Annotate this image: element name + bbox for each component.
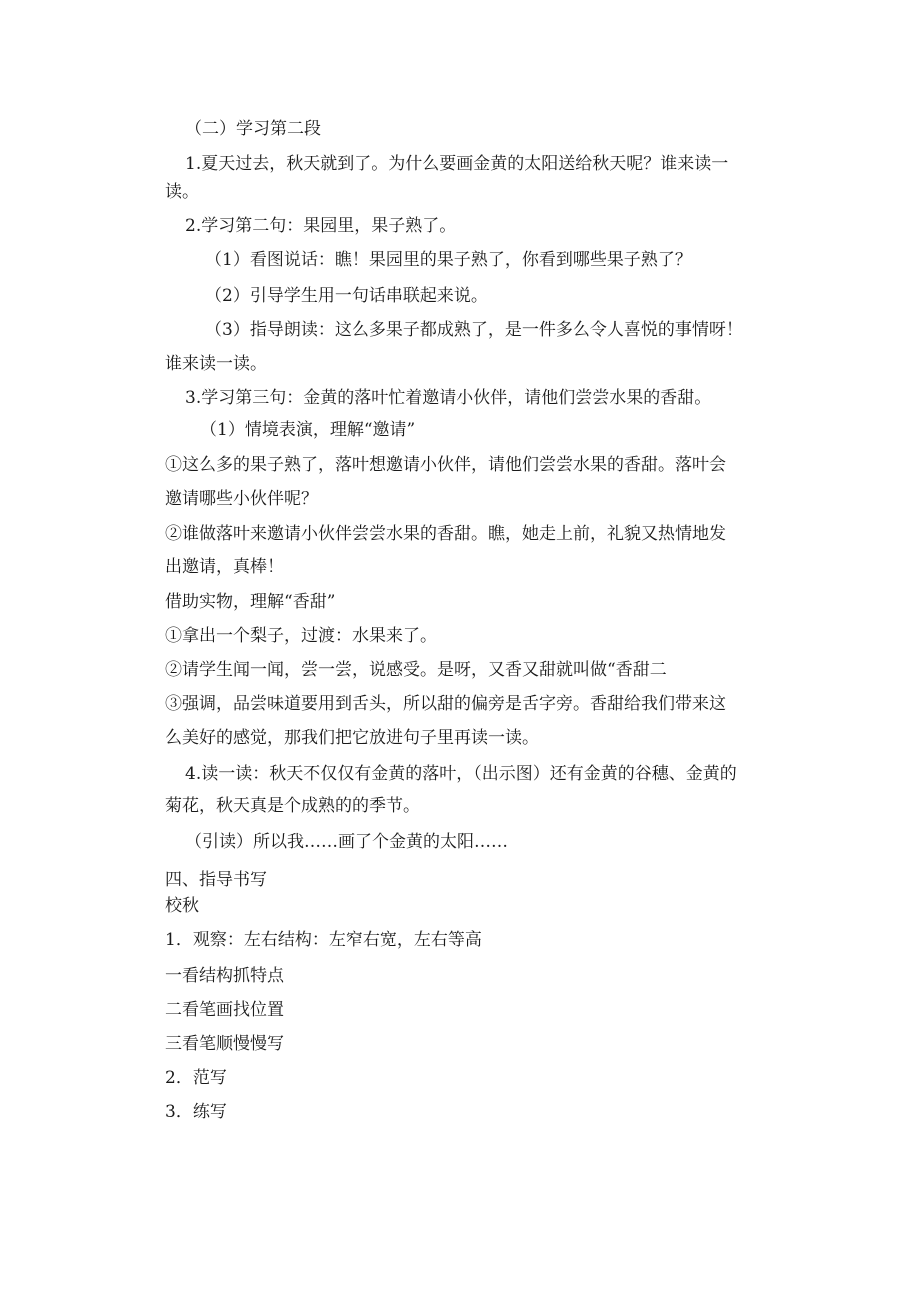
section-heading: 四、指导书写 — [165, 870, 267, 890]
paragraph-line: ①拿出一个梨子，过渡：水果来了。 — [165, 626, 437, 646]
paragraph-line: 校秋 — [165, 896, 199, 916]
paragraph-line: 读。 — [165, 182, 199, 202]
paragraph-line: （1）看图说话：瞧！果园里的果子熟了，你看到哪些果子熟了？ — [205, 250, 692, 270]
paragraph-line: 2.学习第二句：果园里，果子熟了。 — [185, 216, 457, 236]
paragraph-line: 么美好的感觉，那我们把它放进句子里再读一读。 — [165, 728, 539, 748]
paragraph-line: 1.夏天过去，秋天就到了。为什么要画金黄的太阳送给秋天呢？谁来读一 — [185, 154, 729, 174]
paragraph-line: 三看笔顺慢慢写 — [165, 1034, 284, 1054]
paragraph-line: 菊花，秋天真是个成熟的的季节。 — [165, 796, 420, 816]
paragraph-line: 二看笔画找位置 — [165, 1000, 284, 1020]
paragraph-line: 借助实物，理解“香甜” — [165, 592, 336, 612]
paragraph-line: ②谁做落叶来邀请小伙伴尝尝水果的香甜。瞧，她走上前，礼貌又热情地发 — [165, 524, 726, 544]
paragraph-line: 2．范写 — [165, 1068, 227, 1088]
paragraph-line: （3）指导朗读：这么多果子都成熟了，是一件多么令人喜悦的事情呀！ — [205, 320, 743, 340]
paragraph-line: 3.学习第三句：金黄的落叶忙着邀请小伙伴，请他们尝尝水果的香甜。 — [185, 388, 712, 408]
paragraph-line: （1）情境表演，理解“邀请” — [200, 420, 416, 440]
paragraph-line: ①这么多的果子熟了，落叶想邀请小伙伴，请他们尝尝水果的香甜。落叶会 — [165, 455, 726, 475]
paragraph-line: 谁来读一读。 — [165, 354, 267, 374]
paragraph-line: 3．练写 — [165, 1102, 227, 1122]
paragraph-line: （引读）所以我……画了个金黄的太阳…… — [185, 832, 508, 852]
paragraph-line: ②请学生闻一闻，尝一尝，说感受。是呀，又香又甜就叫做“香甜二 — [165, 660, 667, 680]
paragraph-line: 一看结构抓特点 — [165, 966, 284, 986]
paragraph-line: ③强调，品尝味道要用到舌头，所以甜的偏旁是舌字旁。香甜给我们带来这 — [165, 694, 726, 714]
paragraph-line: 邀请哪些小伙伴呢？ — [165, 489, 318, 509]
section-heading: （二）学习第二段 — [185, 119, 321, 139]
paragraph-line: 4.读一读：秋天不仅仅有金黄的落叶，（出示图）还有金黄的谷穗、金黄的 — [185, 764, 737, 784]
paragraph-line: 1．观察：左右结构：左窄右宽，左右等高 — [165, 930, 482, 950]
paragraph-line: （2）引导学生用一句话串联起来说。 — [205, 286, 488, 306]
paragraph-line: 出邀请，真棒！ — [165, 557, 284, 577]
